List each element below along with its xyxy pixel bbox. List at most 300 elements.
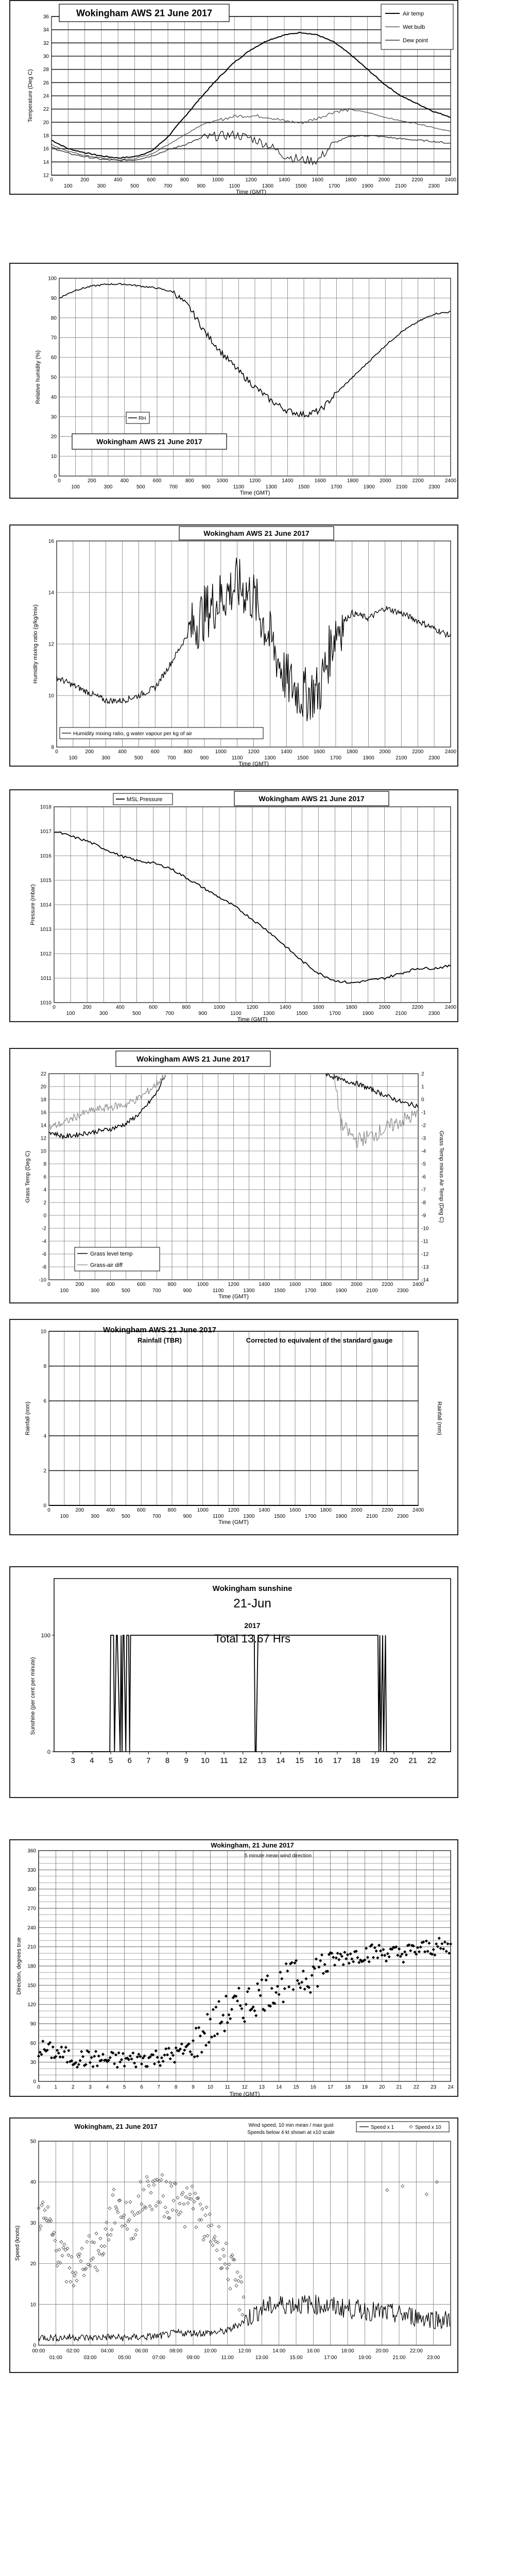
x-tick-label: 400 — [113, 177, 123, 183]
y-axis-label: Grass Temp (Deg C) — [25, 1150, 31, 1203]
x-tick-label: 400 — [118, 749, 127, 755]
x-tick-label: 700 — [165, 1011, 174, 1016]
x-tick-label: 17 — [328, 2084, 334, 2090]
x-tick-label: 14:00 — [272, 2348, 286, 2354]
x-tick-label: 100 — [66, 1011, 75, 1016]
y-tick-label: 10 — [50, 454, 57, 460]
y-tick-label: 4 — [43, 1433, 46, 1439]
y-axis-label: Speed (knots) — [14, 2225, 21, 2261]
x-tick-label: 900 — [197, 183, 205, 189]
chart-title: Wokingham, 21 June 2017 — [211, 1841, 294, 1849]
x-tick-label: 15 — [293, 2084, 299, 2090]
y-tick-label: 30 — [30, 2060, 36, 2066]
x-tick-label: 1400 — [282, 478, 294, 484]
x-tick-label: 800 — [182, 1005, 191, 1010]
x-tick-label: 2 — [71, 2084, 75, 2090]
y-tick-label: 10 — [40, 1329, 46, 1335]
x-tick-label: 2300 — [397, 1514, 409, 1519]
chart-title: Wokingham AWS 21 June 2017 — [76, 8, 213, 19]
y-tick-label: 10 — [40, 1148, 46, 1155]
y-tick-label: 30 — [30, 2220, 36, 2226]
x-tick-label: 23:00 — [427, 2355, 440, 2361]
y-tick-label: 20 — [30, 2261, 36, 2267]
x-tick-label: 100 — [60, 1514, 69, 1519]
x-tick-label: 2100 — [395, 1011, 407, 1016]
x-tick-label: 900 — [183, 1514, 192, 1519]
y-tick-label: 20 — [43, 120, 49, 126]
x-tick-label: 200 — [82, 1005, 92, 1010]
x-tick-label: 1200 — [246, 1005, 259, 1010]
x-tick-label: 15:00 — [289, 2355, 303, 2361]
x-tick-label: 2100 — [395, 183, 407, 189]
x-tick-label: 2300 — [428, 755, 440, 761]
chart-grass-temp — [10, 1049, 459, 1304]
x-tick-label: 1500 — [296, 1011, 308, 1016]
panel-mixing-ratio — [9, 524, 458, 767]
x-tick-label: 1700 — [331, 484, 342, 490]
y2-tick-label: -9 — [421, 1213, 426, 1219]
x-tick-label: 12 — [238, 1756, 248, 1765]
x-axis-label: Time (GMT) — [229, 2091, 260, 2097]
x-tick-label: 1800 — [320, 1507, 332, 1513]
x-tick-label: 1100 — [212, 1514, 224, 1519]
panel-wind-direction — [9, 1839, 458, 2097]
y2-tick-label: 1 — [421, 1084, 424, 1090]
x-tick-label: 17 — [333, 1756, 342, 1765]
x-tick-label: 2200 — [382, 1507, 393, 1513]
y2-axis-label: Grass Temp minus Air Temp (Deg C) — [438, 1130, 444, 1223]
y-tick-label: 100 — [48, 276, 57, 282]
y-tick-label: 14 — [40, 1123, 46, 1129]
x-tick-label: 5 — [123, 2084, 126, 2090]
chart-year: 2017 — [244, 1621, 261, 1630]
x-tick-label: 20 — [379, 2084, 385, 2090]
y-axis-label: Humidity mixing ratio (g/kg/mix) — [32, 604, 39, 684]
x-tick-label: 18 — [352, 1756, 361, 1765]
panel-temperature — [9, 0, 458, 195]
y-tick-label: 240 — [27, 1925, 36, 1931]
x-tick-label: 8 — [165, 1756, 170, 1765]
x-tick-label: 05:00 — [118, 2355, 131, 2361]
x-tick-label: 400 — [106, 1507, 115, 1513]
x-tick-label: 1200 — [245, 177, 257, 183]
x-tick-label: 2000 — [351, 1507, 363, 1513]
x-tick-label: 1000 — [197, 1282, 209, 1287]
y-tick-label: 1018 — [40, 804, 52, 810]
x-tick-label: 700 — [152, 1514, 161, 1519]
y-tick-label: 36 — [43, 14, 49, 20]
y-tick-label: 16 — [48, 538, 54, 545]
x-tick-label: 300 — [101, 755, 110, 761]
x-axis-label: Time (GMT) — [239, 490, 270, 496]
y-tick-label: 4 — [43, 1187, 46, 1193]
x-tick-label: 1100 — [233, 484, 245, 490]
y-tick-label: 2 — [43, 1468, 46, 1474]
x-tick-label: 1700 — [329, 1011, 341, 1016]
x-tick-label: 12 — [242, 2084, 248, 2090]
x-tick-label: 200 — [87, 478, 96, 484]
y-tick-label: 40 — [50, 394, 57, 400]
chart-title: Wokingham AWS 21 June 2017 — [102, 1326, 217, 1334]
x-tick-label: 19 — [362, 2084, 368, 2090]
x-tick-label: 800 — [167, 1507, 177, 1513]
y-axis-label: Relative humidity (%) — [35, 350, 41, 404]
y-tick-label: 0 — [47, 1749, 50, 1755]
x-tick-label: 2300 — [428, 183, 440, 189]
legend-label: Air temp — [403, 11, 424, 17]
y2-tick-label: -13 — [421, 1264, 429, 1270]
x-tick-label: 2000 — [379, 1005, 390, 1010]
x-tick-label: 1000 — [213, 1005, 225, 1010]
x-tick-label: 2400 — [412, 1282, 424, 1287]
x-tick-label: 1000 — [212, 177, 224, 183]
y-tick-label: 14 — [43, 159, 49, 165]
y2-axis-label: Rainfall (mm) — [436, 1401, 442, 1435]
x-tick-label: 4 — [90, 1756, 94, 1765]
x-tick-label: 18:00 — [341, 2348, 354, 2354]
chart-title: Wokingham AWS 21 June 2017 — [136, 1055, 250, 1064]
y-tick-label: 50 — [30, 2139, 36, 2145]
y-tick-label: -8 — [42, 1264, 46, 1270]
x-tick-label: 15 — [295, 1756, 304, 1765]
x-tick-label: 11 — [225, 2084, 230, 2090]
x-tick-label: 1600 — [314, 478, 326, 484]
x-tick-label: 2200 — [412, 749, 424, 755]
x-tick-label: 1400 — [259, 1282, 270, 1287]
y-tick-label: 22 — [40, 1071, 46, 1077]
legend-label: Dew point — [403, 38, 428, 44]
y-tick-label: 60 — [50, 355, 57, 361]
x-tick-label: 1100 — [212, 1288, 224, 1294]
x-tick-label: 1400 — [259, 1507, 270, 1513]
x-tick-label: 0 — [37, 2084, 40, 2090]
x-tick-label: 01:00 — [49, 2355, 62, 2361]
x-tick-label: 1900 — [363, 484, 375, 490]
x-tick-label: 18 — [345, 2084, 351, 2090]
y-tick-label: 100 — [41, 1633, 50, 1639]
x-tick-label: 2000 — [378, 177, 390, 183]
x-tick-label: 1900 — [363, 755, 374, 761]
panel-humidity — [9, 263, 458, 499]
chart-humidity — [10, 264, 459, 500]
chart-wind-speed — [10, 2119, 459, 2374]
x-axis-label: Time (GMT) — [218, 1294, 249, 1300]
panel-rainfall — [9, 1319, 458, 1535]
x-tick-label: 9 — [184, 1756, 188, 1765]
y-tick-label: 28 — [43, 67, 49, 73]
x-tick-label: 1 — [54, 2084, 58, 2090]
y-tick-label: 40 — [30, 2179, 36, 2185]
x-tick-label: 13 — [259, 2084, 265, 2090]
x-tick-label: 2000 — [379, 749, 391, 755]
x-tick-label: 1900 — [335, 1514, 347, 1519]
x-tick-label: 600 — [147, 177, 156, 183]
x-tick-label: 19 — [370, 1756, 380, 1765]
chart-subtitle: 5 minute mean wind direction — [244, 1853, 312, 1859]
x-tick-label: 400 — [120, 478, 129, 484]
y-tick-label: 50 — [50, 375, 57, 381]
x-tick-label: 1900 — [362, 183, 373, 189]
x-tick-label: 6 — [127, 1756, 132, 1765]
x-tick-label: 5 — [108, 1756, 113, 1765]
x-tick-label: 00:00 — [32, 2348, 45, 2354]
x-tick-label: 100 — [71, 484, 80, 490]
x-tick-label: 11 — [220, 1756, 228, 1765]
x-tick-label: 1100 — [230, 1011, 242, 1016]
x-tick-label: 0 — [53, 1005, 56, 1010]
y-tick-label: 34 — [43, 27, 49, 33]
panel-grass-temp — [9, 1048, 458, 1303]
x-tick-label: 500 — [130, 183, 139, 189]
x-tick-label: 2200 — [382, 1282, 393, 1287]
x-tick-label: 3 — [71, 1756, 75, 1765]
legend-label: Grass-air diff — [90, 1262, 123, 1268]
y-tick-label: 12 — [43, 173, 49, 179]
y-tick-label: -6 — [42, 1251, 46, 1258]
y-tick-label: 8 — [43, 1161, 46, 1167]
legend-label: Speed x 10 — [415, 2125, 441, 2130]
x-tick-label: 1700 — [328, 183, 340, 189]
x-tick-label: 100 — [68, 755, 78, 761]
chart-pressure — [10, 790, 459, 1023]
x-tick-label: 2200 — [412, 478, 424, 484]
chart-sunshine — [10, 1567, 459, 1799]
x-tick-label: 1200 — [248, 749, 260, 755]
y-tick-label: -4 — [42, 1239, 46, 1245]
x-tick-label: 1700 — [304, 1288, 316, 1294]
y-tick-label: 360 — [27, 1848, 36, 1854]
x-tick-label: 10:00 — [203, 2348, 217, 2354]
x-tick-label: 3 — [89, 2084, 92, 2090]
y-tick-label: 1015 — [40, 878, 52, 884]
y-tick-label: 22 — [43, 107, 49, 113]
x-tick-label: 1300 — [265, 484, 277, 490]
x-tick-label: 2100 — [366, 1514, 378, 1519]
y2-tick-label: -3 — [421, 1136, 426, 1142]
x-tick-label: 2200 — [411, 1005, 423, 1010]
x-tick-label: 1400 — [278, 177, 290, 183]
x-tick-label: 900 — [201, 484, 211, 490]
x-tick-label: 21:00 — [392, 2355, 406, 2361]
chart-total: Total 13.67 Hrs — [214, 1632, 290, 1645]
x-tick-label: 500 — [136, 484, 145, 490]
x-tick-label: 1300 — [263, 1011, 275, 1016]
x-tick-label: 14 — [276, 2084, 282, 2090]
x-tick-label: 1300 — [264, 755, 276, 761]
x-tick-label: 1100 — [231, 755, 243, 761]
x-tick-label: 100 — [60, 1288, 69, 1294]
x-tick-label: 400 — [106, 1282, 115, 1287]
legend-label: Wet bulb — [403, 24, 425, 30]
x-tick-label: 8 — [174, 2084, 178, 2090]
x-tick-label: 0 — [47, 1507, 50, 1513]
y-tick-label: 90 — [30, 2021, 36, 2027]
x-tick-label: 1800 — [346, 1005, 357, 1010]
x-axis-label: Time (GMT) — [236, 189, 266, 195]
chart-note: Corrected to equivalent of the standard gauge — [246, 1336, 393, 1344]
x-tick-label: 800 — [183, 749, 193, 755]
legend-label: Humidity mixing ratio, g water vapour per kg of air — [73, 731, 193, 737]
chart-mixing-ratio — [10, 526, 459, 768]
x-tick-label: 22 — [427, 1756, 436, 1765]
x-tick-label: 300 — [99, 1011, 108, 1016]
x-tick-label: 12:00 — [238, 2348, 251, 2354]
x-tick-label: 700 — [163, 183, 173, 189]
y-tick-label: 0 — [43, 1503, 46, 1509]
x-tick-label: 2100 — [366, 1288, 378, 1294]
x-tick-label: 2400 — [444, 478, 457, 484]
y-tick-label: 16 — [40, 1110, 46, 1116]
y-tick-label: 0 — [33, 2079, 36, 2085]
x-tick-label: 600 — [136, 1282, 146, 1287]
chart-wind-direction — [10, 1840, 459, 2098]
y2-tick-label: -12 — [421, 1251, 429, 1258]
y2-tick-label: 0 — [421, 1097, 424, 1103]
x-tick-label: 1500 — [297, 755, 309, 761]
y-tick-label: 1014 — [40, 902, 52, 908]
x-tick-label: 1400 — [281, 749, 293, 755]
y-tick-label: 270 — [27, 1906, 36, 1912]
y2-tick-label: -14 — [421, 1277, 429, 1283]
y-tick-label: 1013 — [40, 927, 52, 933]
x-tick-label: 200 — [75, 1282, 84, 1287]
x-tick-label: 1700 — [304, 1514, 316, 1519]
x-tick-label: 800 — [185, 478, 194, 484]
x-tick-label: 0 — [50, 177, 53, 183]
x-tick-label: 1600 — [312, 177, 323, 183]
y2-tick-label: -10 — [421, 1226, 429, 1232]
y-tick-label: 32 — [43, 40, 49, 46]
y-tick-label: 8 — [43, 1364, 46, 1370]
y-tick-label: 20 — [50, 434, 57, 440]
x-tick-label: 700 — [169, 484, 178, 490]
x-tick-label: 2300 — [397, 1288, 409, 1294]
x-tick-label: 4 — [106, 2084, 109, 2090]
chart-title: Wokingham sunshine — [212, 1584, 293, 1593]
y-tick-label: 1010 — [40, 1000, 52, 1006]
y-tick-label: 12 — [48, 641, 54, 648]
x-tick-label: 1200 — [228, 1282, 239, 1287]
y-tick-label: 150 — [27, 1982, 36, 1989]
y-tick-label: 70 — [50, 335, 57, 341]
x-tick-label: 700 — [152, 1288, 161, 1294]
y2-tick-label: -6 — [421, 1174, 426, 1180]
x-tick-label: 09:00 — [186, 2355, 200, 2361]
y-tick-label: 20 — [40, 1084, 46, 1090]
x-tick-label: 2400 — [412, 1507, 424, 1513]
x-tick-label: 17:00 — [324, 2355, 337, 2361]
y-tick-label: 60 — [30, 2040, 36, 2046]
x-tick-label: 11:00 — [221, 2355, 234, 2361]
x-tick-label: 03:00 — [83, 2355, 97, 2361]
x-tick-label: 1800 — [346, 749, 358, 755]
x-tick-label: 1300 — [243, 1514, 255, 1519]
x-tick-label: 1800 — [345, 177, 357, 183]
x-tick-label: 04:00 — [100, 2348, 114, 2354]
x-tick-label: 2100 — [396, 484, 408, 490]
y-tick-label: 6 — [43, 1398, 46, 1404]
x-tick-label: 100 — [63, 183, 73, 189]
y-axis-label: Sunshine (per cent per minute) — [30, 1657, 36, 1735]
x-tick-label: 23 — [431, 2084, 437, 2090]
x-tick-label: 800 — [167, 1282, 177, 1287]
chart-title: Wokingham AWS 21 June 2017 — [203, 529, 310, 538]
x-tick-label: 1500 — [274, 1288, 286, 1294]
x-tick-label: 13:00 — [255, 2355, 268, 2361]
y-axis-label: Pressure (mbar) — [30, 884, 36, 925]
chart-title: Wokingham AWS 21 June 2017 — [96, 437, 202, 446]
x-tick-label: 200 — [75, 1507, 84, 1513]
x-tick-label: 1300 — [243, 1288, 255, 1294]
y-tick-label: 300 — [27, 1887, 36, 1893]
x-axis-label: Time (GMT) — [237, 1016, 268, 1023]
y-tick-label: -2 — [42, 1226, 46, 1232]
x-tick-label: 24 — [448, 2084, 454, 2090]
y-tick-label: 210 — [27, 1944, 36, 1951]
y-tick-label: 1016 — [40, 853, 52, 859]
x-tick-label: 2300 — [428, 484, 440, 490]
x-tick-label: 0 — [58, 478, 61, 484]
x-tick-label: 2400 — [444, 1005, 457, 1010]
x-tick-label: 200 — [85, 749, 94, 755]
x-tick-label: 1600 — [313, 1005, 324, 1010]
chart-note: Speeds below 4 kt shown at x10 scale — [247, 2130, 335, 2136]
x-tick-label: 600 — [136, 1507, 146, 1513]
x-tick-label: 6 — [140, 2084, 143, 2090]
legend-label: RH — [139, 416, 146, 421]
x-tick-label: 1200 — [228, 1507, 239, 1513]
y-tick-label: 24 — [43, 93, 49, 99]
y-tick-label: 14 — [48, 590, 54, 596]
x-tick-label: 1800 — [347, 478, 359, 484]
panel-pressure — [9, 789, 458, 1022]
x-axis-label: Time (GMT) — [218, 1519, 249, 1526]
x-tick-label: 7 — [157, 2084, 161, 2090]
x-tick-label: 600 — [152, 478, 162, 484]
x-tick-label: 1000 — [215, 749, 227, 755]
x-tick-label: 9 — [192, 2084, 195, 2090]
x-tick-label: 300 — [104, 484, 113, 490]
x-tick-label: 800 — [180, 177, 189, 183]
x-tick-label: 16:00 — [306, 2348, 320, 2354]
x-tick-label: 2000 — [351, 1282, 363, 1287]
y2-tick-label: 2 — [421, 1071, 424, 1077]
x-tick-label: 2300 — [428, 1011, 440, 1016]
x-tick-label: 900 — [200, 755, 209, 761]
x-tick-label: 21 — [396, 2084, 402, 2090]
x-tick-label: 06:00 — [135, 2348, 148, 2354]
x-tick-label: 16 — [310, 2084, 316, 2090]
x-tick-label: 1500 — [274, 1514, 286, 1519]
y-tick-label: 2 — [43, 1200, 46, 1206]
y2-tick-label: -2 — [421, 1123, 426, 1129]
x-tick-label: 08:00 — [169, 2348, 183, 2354]
x-tick-label: 2000 — [380, 478, 391, 484]
y-tick-label: 16 — [43, 146, 49, 152]
y2-tick-label: -7 — [421, 1187, 426, 1193]
chart-subtitle: 21-Jun — [233, 1597, 271, 1611]
y-tick-label: 26 — [43, 80, 49, 86]
y-tick-label: 30 — [43, 54, 49, 60]
y-tick-label: 8 — [51, 744, 54, 751]
x-axis-label: Time (GMT) — [238, 761, 269, 767]
x-tick-label: 14 — [276, 1756, 285, 1765]
x-tick-label: 500 — [132, 1011, 141, 1016]
x-tick-label: 7 — [146, 1756, 151, 1765]
y-axis-label: Rainfall (mm) — [25, 1401, 31, 1435]
x-tick-label: 2200 — [411, 177, 423, 183]
x-tick-label: 1600 — [313, 749, 325, 755]
